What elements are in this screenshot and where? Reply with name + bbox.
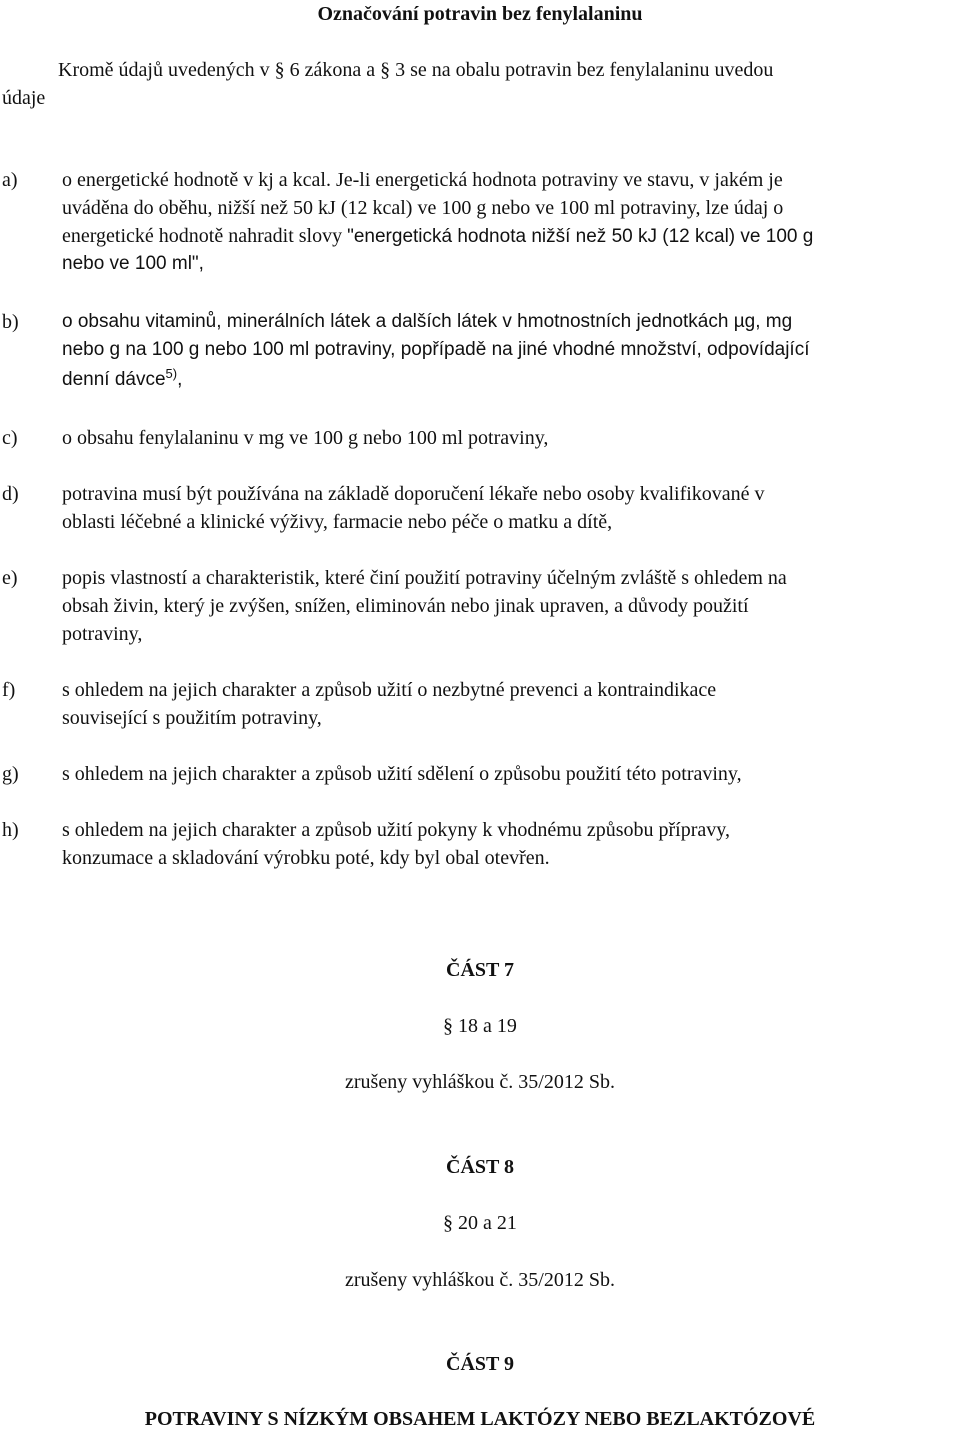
list-item-line: potraviny, [62, 623, 143, 645]
part-9-title: ČÁST 9 [446, 1353, 514, 1375]
list-item-label: e) [2, 567, 18, 589]
list-item-line: nebo g na 100 g nebo 100 ml potraviny, popřípadě na jiné vhodné množství, odpovídající [62, 339, 810, 360]
footnote-reference: 5) [165, 366, 178, 381]
part-8-title: ČÁST 8 [446, 1156, 514, 1178]
part-8-sections: § 20 a 21 [443, 1212, 517, 1234]
list-item-line: o obsahu fenylalaninu v mg ve 100 g nebo 100 ml potraviny, [62, 427, 549, 449]
part-9-subtitle: POTRAVINY S NÍZKÝM OBSAHEM LAKTÓZY NEBO BEZLAKTÓZOVÉ [144, 1408, 816, 1430]
list-item-line: obsah živin, který je zvýšen, snížen, eliminován nebo jinak upraven, a důvody použití [62, 595, 749, 617]
list-item-line: denní dávce$^{5)}$, [62, 366, 183, 390]
list-item-line: o obsahu vitaminů, minerálních látek a dalších látek v hmotnostních jednotkách µg, mg [62, 311, 793, 332]
intro-line-1: Kromě údajů uvedených v § 6 zákona a § 3 se na obalu potravin bez fenylalaninu uvedou [58, 59, 774, 81]
part-8-note: zrušeny vyhláškou č. 35/2012 Sb. [345, 1269, 615, 1291]
part-7-note: zrušeny vyhláškou č. 35/2012 Sb. [345, 1071, 615, 1093]
list-item-line: uváděna do oběhu, nižší než 50 kJ (12 kcal) ve 100 g nebo ve 100 ml potraviny, lze údaj o [62, 197, 784, 219]
list-item-line: nebo ve 100 ml", [62, 253, 204, 274]
intro-line-2: údaje [2, 87, 46, 109]
list-item-line: s ohledem na jejich charakter a způsob užití o nezbytné prevenci a kontraindikace [62, 679, 717, 701]
list-item-label: b) [2, 311, 19, 333]
list-item-line: energetické hodnotě nahradit slovy "energetická hodnota nižší než 50 kJ (12 kcal) ve 100 g [62, 225, 814, 247]
list-item-label: d) [2, 483, 19, 505]
list-item-label: c) [2, 427, 18, 449]
list-item-line: související s použitím potraviny, [62, 707, 322, 729]
document-heading: Označování potravin bez fenylalaninu [317, 3, 643, 25]
list-item-label: f) [2, 679, 16, 701]
list-item-line: potravina musí být používána na základě doporučení lékaře nebo osoby kvalifikované v [62, 483, 765, 505]
list-item-label: a) [2, 169, 18, 191]
part-7-sections: § 18 a 19 [443, 1015, 517, 1037]
list-item-label: g) [2, 763, 19, 785]
list-item-line: popis vlastností a charakteristik, které činí použití potraviny účelným zvláště s ohledem na [62, 567, 787, 589]
list-item-line: s ohledem na jejich charakter a způsob užití pokyny k vhodnému způsobu přípravy, [62, 819, 730, 841]
list-item-line: oblasti léčebné a klinické výživy, farmacie nebo péče o matku a dítě, [62, 511, 613, 533]
list-item-line: s ohledem na jejich charakter a způsob užití sdělení o způsobu použití této potraviny, [62, 763, 742, 785]
list-item-line: o energetické hodnotě v kj a kcal. Je-li energetická hodnota potraviny ve stavu, v jakém je [62, 169, 783, 191]
list-item-label: h) [2, 819, 19, 841]
list-item-line: konzumace a skladování výrobku poté, kdy byl obal otevřen. [62, 847, 550, 869]
part-7-title: ČÁST 7 [446, 959, 514, 981]
